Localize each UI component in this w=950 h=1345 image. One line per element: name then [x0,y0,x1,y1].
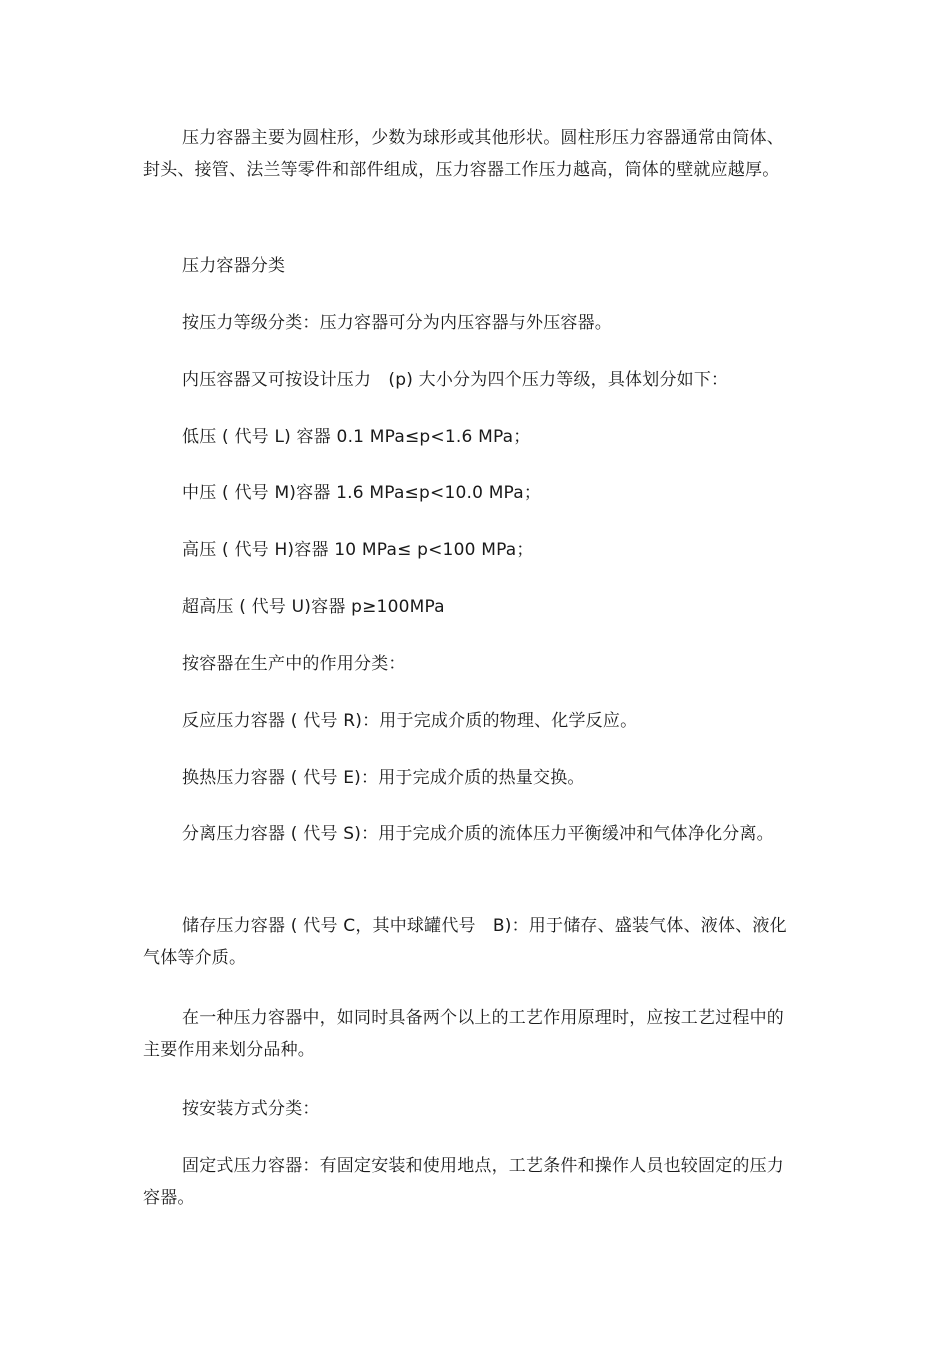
heading-classification: 压力容器分类 [182,256,286,276]
paragraph-high-pressure: 高压 ( 代号 H)容器 10 MPa≤ p<100 MPa； [182,540,534,560]
paragraph-fixed-vessel: 固定式压力容器：有固定安装和使用地点，工艺条件和操作人员也较固定的压力容器。 [143,1156,784,1208]
paragraph-by-installation: 按安装方式分类： [182,1099,320,1119]
paragraph-internal-pressure: 内压容器又可按设计压力 (p) 大小分为四个压力等级，具体划分如下： [182,370,729,390]
paragraph-by-function: 按容器在生产中的作用分类： [182,654,406,674]
paragraph-separation-vessel: 分离压力容器 ( 代号 S)：用于完成介质的流体压力平衡缓冲和气体净化分离。 [182,824,774,844]
paragraph-storage-vessel: 储存压力容器 ( 代号 C，其中球罐代号 B)：用于储存、盛装气体、液体、液化气体等介质。 [143,916,787,968]
paragraph-ultra-high-pressure: 超高压 ( 代号 U)容器 p≥100MPa [182,597,445,617]
paragraph-multiple-functions: 在一种压力容器中，如同时具备两个以上的工艺作用原理时，应按工艺过程中的主要作用来划分品种。 [143,1008,784,1060]
paragraph-intro: 压力容器主要为圆柱形，少数为球形或其他形状。圆柱形压力容器通常由筒体、封头、接管、法兰等零件和部件组成，压力容器工作压力越高，筒体的壁就应越厚。 [143,128,784,180]
paragraph-medium-pressure: 中压 ( 代号 M)容器 1.6 MPa≤p<10.0 MPa； [182,483,542,503]
paragraph-by-pressure: 按压力等级分类：压力容器可分为内压容器与外压容器。 [182,313,612,333]
paragraph-heat-exchange-vessel: 换热压力容器 ( 代号 E)：用于完成介质的热量交换。 [182,768,585,788]
paragraph-low-pressure: 低压 ( 代号 L) 容器 0.1 MPa≤p<1.6 MPa； [182,427,531,447]
paragraph-reaction-vessel: 反应压力容器 ( 代号 R)：用于完成介质的物理、化学反应。 [182,711,638,731]
